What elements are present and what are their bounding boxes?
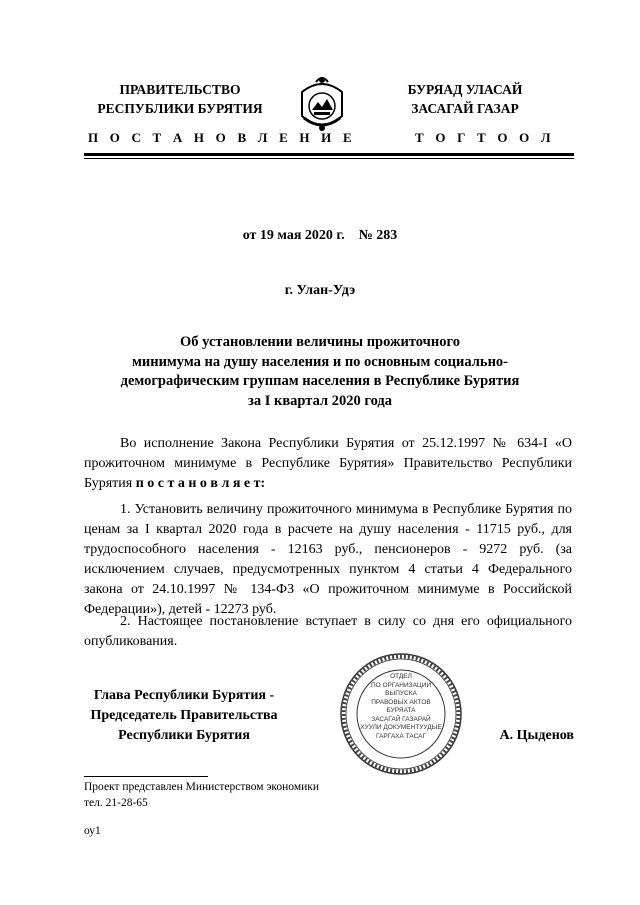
gov-name-bua (375, 80, 555, 118)
body-paragraph-1-emphasis: п о с т а н о в л я е т: (135, 476, 266, 491)
doc-city: г. Улан-Удэ (284, 283, 356, 298)
signatory-title-line2: Председатель Правительства (90, 708, 278, 723)
stamp-line5: БУРЯАТА (386, 707, 416, 714)
stamp-line1: ОТДЕЛ (390, 673, 412, 680)
gov-name-bua-line1: БУРЯАД УЛАСАЙ (407, 82, 523, 97)
doc-title-line2: минимума на душу населения и по основным социально- (131, 353, 509, 370)
footer-code: оу1 (84, 825, 101, 837)
gov-name-ru (90, 80, 270, 118)
footer-note (84, 779, 484, 811)
coat-of-arms-emblem (294, 72, 350, 138)
header-rule-thin (84, 158, 574, 159)
stamp-line8: ГАРГАХА ТАСАГ (375, 732, 426, 740)
body-paragraph-3: 2. Настоящее постановление вступает в силу со дня его официального опубликования. (84, 614, 572, 649)
stamp-line3: ВЫПУСКА (385, 690, 417, 697)
signatory-name: А. Цыденов (499, 728, 574, 743)
signatory-title-line3: Республики Бурятия (118, 728, 250, 743)
stamp-line7: ХУУЛИ ДОКУМЕНТУУДЫЕ (360, 724, 442, 731)
stamp-line2: ПО ОРГАНИЗАЦИИ (370, 681, 432, 689)
gov-name-ru-line2: РЕСПУБЛИКИ БУРЯТИЯ (97, 101, 263, 116)
doc-title-line4: за I квартал 2020 года (248, 392, 392, 409)
body-paragraph-1 (84, 434, 572, 494)
body-paragraph-1-lead: Во исполнение Закона Республики Бурятия от 25.12.1997 № 634-I «О прожиточном минимуме в Республике Бурятия» Правительство Республики Бурятия (84, 436, 572, 491)
header-rule-thick (84, 153, 574, 156)
gov-name-ru-line1: ПРАВИТЕЛЬСТВО (119, 82, 241, 97)
signatory-title-line1: Глава Республики Бурятия - (93, 688, 275, 703)
footer-project-line: Проект представлен Министерством экономики (84, 781, 320, 793)
footer-phone-line: тел. 21-28-65 (84, 797, 148, 809)
doc-title (0, 333, 640, 411)
signatory-title (84, 686, 284, 746)
stamp-line4: ПРАВОВЫХ АКТОВ (371, 698, 431, 706)
doc-type-bua: Т О Г Т О О Л (415, 130, 555, 145)
official-stamp (338, 651, 464, 777)
stamp-line6: ЗАСАГАЙ ГАЗАРАЙ (371, 715, 431, 723)
doc-type-ru: П О С Т А Н О В Л Е Н И Е (88, 130, 356, 145)
body-paragraph-2: 1. Установить величину прожиточного минимума в Республике Бурятия по ценам за I квартал 2020 года в расчете на душу населения - 11715 руб., для трудоспособного населения - 12163 руб., пенсионеров - 9272 руб. (за исключением случаев, предусмотренных пунктом 4 статьи 4 Федерального закона от 24.10.1997 № 134-ФЗ «О прожиточном минимуме в Российской Федерации»), детей - 12273 руб. (84, 502, 572, 617)
doc-title-line1: Об установлении величины прожиточного (180, 334, 460, 350)
stamp-text (358, 673, 444, 741)
footer-rule (84, 776, 208, 777)
doc-date-number: от 19 мая 2020 г. № 283 (242, 228, 398, 243)
doc-title-line3: демографическим группам населения в Республике Бурятия (120, 373, 520, 389)
gov-name-bua-line2: ЗАСАГАЙ ГАЗАР (411, 101, 519, 116)
